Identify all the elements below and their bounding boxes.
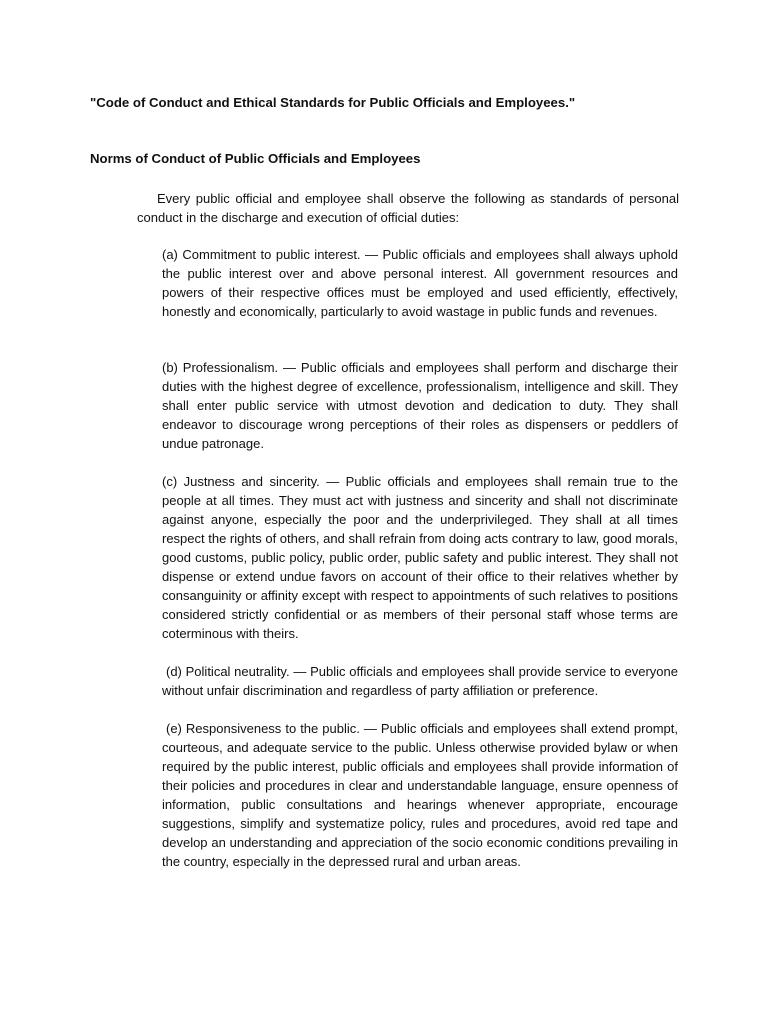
clause-professionalism: (b) Professionalism. — Public officials and employees shall perform and discharge their duties with the highest degree of excellence, professionalism, intelligence and skill. They shall enter public service with utmost devotion and dedication to duty. They shall endeavor to discourage wrong perceptions of their roles as dispensers or peddlers of undue patronage. — [162, 360, 678, 451]
clause-justness-and-sincerity: (c) Justness and sincerity. — Public officials and employees shall remain true to the people at all times. They must act with justness and sincerity and shall not discriminate against anyone, especially the poor and the underprivileged. They shall at all times respect the rights of others, and shall refrain from doing acts contrary to law, good morals, good customs, public policy, public order, public safety and public interest. They shall not dispense or extend undue favors on account of their office to their relatives whether by consanguinity or affinity except with respect to appointments of such relatives to positions considered strictly confidential or as members of their personal staff whose terms are coterminous with theirs. — [162, 474, 678, 641]
intro-paragraph: Every public official and employee shall observe the following as standards of personal conduct in the discharge and execution of official duties: — [137, 191, 679, 225]
document-title: "Code of Conduct and Ethical Standards for Public Officials and Employees." — [90, 95, 576, 110]
clause-commitment-to-public-interest: (a) Commitment to public interest. — Public officials and employees shall always uphold the public interest over and above personal interest. All government resources and powers of their respective offices must be employed and used efficiently, effectively, honestly and economically, particularly to avoid wastage in public funds and revenues. — [162, 247, 678, 319]
clause-responsiveness-to-the-public: (e) Responsiveness to the public. — Public officials and employees shall extend prompt, courteous, and adequate service to the public. Unless otherwise provided bylaw or when required by the public interest, public officials and employees shall provide information of their policies and procedures in clear and understandable language, ensure openness of information, public consultations and hearings whenever appropriate, encourage suggestions, simplify and systematize policy, rules and procedures, avoid red tape and develop an understanding and appreciation of the socio economic conditions prevailing in the country, especially in the depressed rural and urban areas. — [162, 721, 678, 869]
section-heading: Norms of Conduct of Public Officials and Employees — [90, 151, 421, 166]
clause-political-neutrality: (d) Political neutrality. — Public officials and employees shall provide service to everyone without unfair discrimination and regardless of party affiliation or preference. — [162, 664, 678, 698]
